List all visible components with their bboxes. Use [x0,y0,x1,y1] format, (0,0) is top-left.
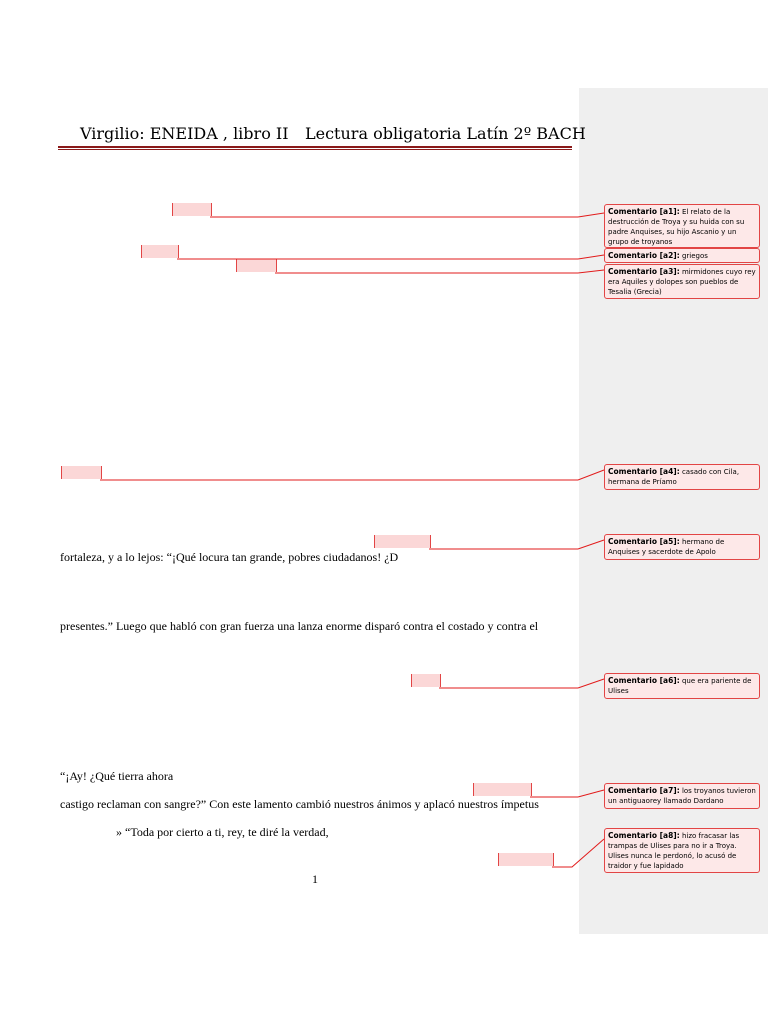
comment-balloon-a6[interactable] [604,673,760,699]
comment-label: Comentario [a4]: [608,467,680,476]
comment-balloon-a1[interactable] [604,204,760,248]
comment-text: mirmidones cuyo rey era Aquiles y dolopes son pueblos de Tesalia (Grecia) [608,268,756,296]
comment-anchor-a6[interactable] [411,674,441,687]
comment-text: hizo fracasar las trampas de Ulises para no ir a Troya. Ulises nunca le perdonó, lo acusó de traidor y fue lapidado [608,832,740,870]
header-rule [58,146,572,148]
body-line-ay: “¡Ay! ¿Qué tierra ahora [60,769,174,783]
comment-anchor-a5[interactable] [374,535,431,548]
comment-balloon-a7[interactable] [604,783,760,809]
page-number: 1 [312,872,318,886]
comment-anchor-a4[interactable] [61,466,102,479]
header-course: Lectura obligatoria Latín 2º BACH [305,124,586,143]
leader-a4 [100,470,604,480]
comment-anchor-a8[interactable] [498,853,554,866]
comment-label: Comentario [a5]: [608,537,680,546]
comment-label: Comentario [a8]: [608,831,680,840]
comment-label: Comentario [a2]: [608,251,680,260]
comment-balloon-a4[interactable] [604,464,760,490]
comment-anchor-a3[interactable] [236,259,277,272]
comment-text: que era pariente de Ulises [608,677,752,695]
comment-text: griegos [681,252,708,260]
comment-balloon-a8[interactable] [604,828,760,873]
comment-label: Comentario [a1]: [608,207,680,216]
comment-label: Comentario [a3]: [608,267,680,276]
body-line-castigo: castigo reclaman con sangre?” Con este lamento cambió nuestros ánimos y aplacó nuestros ímpetus [60,797,539,811]
body-line-toda: » “Toda por cierto a ti, rey, te diré la verdad, [116,825,329,839]
header-rule-thin [58,149,572,150]
comment-balloon-a3[interactable] [604,264,760,299]
comment-label: Comentario [a6]: [608,676,680,685]
comment-balloon-a2[interactable] [604,248,760,263]
header-title: Virgilio: ENEIDA , libro II [80,124,289,143]
comment-balloon-a5[interactable] [604,534,760,560]
comment-label: Comentario [a7]: [608,786,680,795]
comment-text: hermano de Anquises y sacerdote de Apolo [608,538,725,556]
comment-anchor-a2[interactable] [141,245,179,258]
body-line-presentes: presentes.” Luego que habló con gran fuerza una lanza enorme disparó contra el costado y contra el [60,619,539,633]
leader-a5 [429,540,604,549]
comment-text: El relato de la destrucción de Troya y su huida con su padre Anquises, su hijo Ascanio y un grupo de troyanos [608,208,745,246]
comment-anchor-a1[interactable] [172,203,212,216]
comment-text: los troyanos tuvieron un antiguaorey llamado Dardano [608,787,756,805]
comment-text: casado con Cila, hermana de Príamo [608,468,740,486]
comment-anchor-a7[interactable] [473,783,532,796]
leader-a3 [275,270,604,273]
body-line-fortaleza: fortaleza, y a lo lejos: “¡Qué locura tan grande, pobres ciudadanos! ¿D [60,550,399,564]
leader-a1 [210,213,604,217]
